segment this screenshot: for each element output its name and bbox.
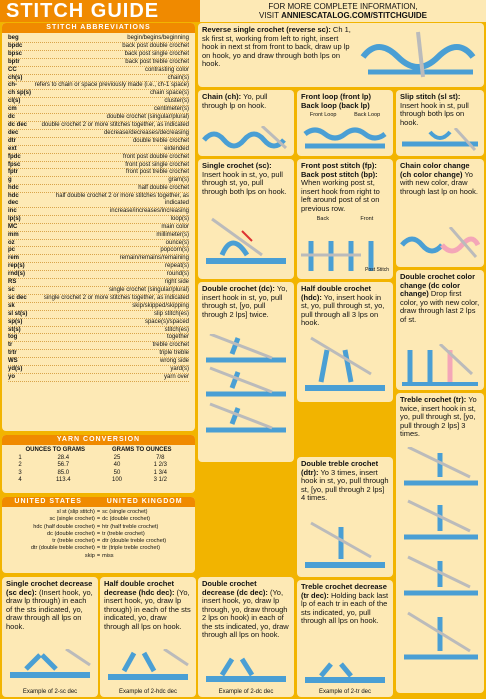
- treble-crochet-cell: [396, 393, 484, 693]
- abbreviation-key: inc: [8, 207, 17, 214]
- treble-crochet-title: Treble crochet (tr):: [400, 395, 467, 404]
- abbreviation-row: [8, 59, 189, 67]
- abbreviation-row: [8, 82, 189, 90]
- abbreviation-key: oz: [8, 239, 15, 246]
- treble-crochet-text: Yo twice, insert hook in st, yo, pull through st, [yo, pull through 2 lps] 3 times.: [400, 395, 477, 438]
- chain-color-change-illustration: [400, 227, 480, 263]
- abbreviation-key: rem: [8, 255, 20, 262]
- abbreviation-key: pc: [8, 247, 16, 254]
- abbreviation-row: [8, 90, 189, 98]
- yarn-cell: 28.4: [57, 454, 70, 461]
- abbreviation-key: rnd(s): [8, 271, 25, 278]
- us-uk-row: [8, 531, 189, 538]
- us-term: sl st (slip stitch): [56, 509, 95, 515]
- abbreviation-key: MC: [8, 223, 18, 230]
- abbreviation-key: sk: [8, 302, 15, 309]
- abbreviation-key: RS: [8, 279, 17, 286]
- dc-color-change-title: Double crochet color change (dc color change): [400, 272, 476, 298]
- abbreviation-row: [8, 271, 189, 279]
- uk-term: tr (treble crochet): [102, 530, 145, 537]
- front-post-text: When working post st, insert hook from right to left around post of st on previous row.: [301, 178, 380, 213]
- abbreviation-meaning: double treble crochet: [132, 137, 189, 144]
- abbreviation-key: sp(s): [8, 318, 23, 325]
- sc-decrease-caption: Example of 2-sc dec: [22, 689, 78, 695]
- sc-decrease-cell: [2, 577, 98, 697]
- double-crochet-text: Yo, insert hook in st, yo, pull through st, [yo, pull through 2 lps] twice.: [202, 284, 288, 319]
- equals-sign: =: [96, 545, 101, 552]
- abbreviation-key: CC: [8, 66, 17, 73]
- hdc-decrease-cell: [100, 577, 196, 697]
- double-crochet-illustration: [202, 334, 290, 458]
- yarn-cell: 56.7: [57, 462, 70, 469]
- yarn-conversion-table: [12, 447, 185, 485]
- front-back-loop-title: Front loop (front lp) Back loop (back lp): [301, 92, 371, 110]
- uk-term: htr (half treble crochet): [102, 523, 159, 530]
- more-info: [200, 0, 486, 22]
- yarn-cell: 7/8: [156, 454, 165, 461]
- abbreviation-meaning: main color: [161, 223, 189, 230]
- dc-decrease-illustration: [202, 657, 290, 683]
- tr-decrease-caption: Example of 2-tr dec: [318, 689, 372, 695]
- abbreviation-meaning: slip stitch(es): [153, 310, 189, 317]
- us-uk-row: [8, 509, 189, 516]
- dc-color-change-cell: [396, 270, 484, 390]
- abbreviation-meaning: refers to chain or space previously made (i.e., ch-1 space): [34, 82, 189, 89]
- abbreviation-row: [8, 334, 189, 342]
- us-term: sc (single crochet): [49, 516, 95, 523]
- single-crochet-cell: [198, 159, 294, 279]
- abbreviation-key: WS: [8, 358, 18, 365]
- yarn-cell: 4: [18, 477, 22, 484]
- equals-sign: =: [96, 552, 101, 559]
- us-term: dc (double crochet): [46, 530, 95, 537]
- abbreviation-key: fptr: [8, 169, 18, 176]
- tr-decrease-title: Treble crochet decrease (tr dec):: [301, 582, 387, 600]
- abbreviation-row: [8, 303, 189, 311]
- abbreviation-meaning: chain space(s): [149, 90, 189, 97]
- abbreviation-key: bptr: [8, 58, 20, 65]
- abbreviations-list: [2, 33, 195, 384]
- abbreviation-row: [8, 263, 189, 271]
- single-crochet-title: Single crochet (sc):: [202, 161, 272, 170]
- us-term: dtr (double treble crochet): [30, 545, 95, 552]
- abbreviation-meaning: back post double crochet: [122, 42, 189, 49]
- yarn-cell: 25: [113, 454, 121, 461]
- abbreviation-key: yo: [8, 373, 16, 380]
- abbreviation-row: [8, 232, 189, 240]
- abbreviation-key: ch sp(s): [8, 90, 32, 97]
- yarn-cell: 85.0: [57, 469, 70, 476]
- front-label: Front: [360, 216, 374, 222]
- abbreviation-row: [8, 185, 189, 193]
- abbreviation-row: [8, 224, 189, 232]
- abbreviation-row: [8, 311, 189, 319]
- abbreviation-row: [8, 138, 189, 146]
- hdc-decrease-illustration: [104, 649, 192, 683]
- abbreviation-key: hdc dec: [8, 193, 19, 207]
- slip-stitch-cell: [396, 90, 484, 156]
- abbreviation-key: cl(s): [8, 98, 21, 105]
- single-crochet-illustration: [202, 211, 290, 275]
- abbreviation-row: [8, 169, 189, 177]
- abbreviation-meaning: repeat(s): [164, 263, 189, 270]
- abbreviation-row: [8, 177, 189, 185]
- abbreviation-meaning: triple treble: [159, 350, 189, 357]
- reverse-sc-cell: [198, 23, 484, 87]
- abbreviation-row: [8, 350, 189, 358]
- dc-color-change-illustration: [400, 344, 480, 386]
- yarn-cell: 113.4: [56, 477, 71, 484]
- abbreviation-meaning: stitch(es): [164, 326, 189, 333]
- sc-decrease-text: (Insert hook, yo, draw lp through) in each of the sts indicated, yo, draw through all lps on hook.: [6, 587, 93, 631]
- us-uk-row: [8, 538, 189, 545]
- dc-color-change-text: Drop first color, yo with new color, draw through last 2 lps of st.: [400, 289, 480, 324]
- us-term: skip: [84, 552, 95, 559]
- double-treble-title: Double treble crochet (dtr):: [301, 459, 379, 477]
- abbreviation-row: [8, 122, 189, 130]
- abbreviation-meaning: millimeter(s): [156, 231, 189, 238]
- yarn-row: [12, 462, 185, 470]
- double-crochet-title: Double crochet (dc):: [202, 284, 275, 293]
- us-term: tr (treble crochet): [52, 538, 95, 545]
- abbreviation-meaning: half double crochet: [138, 185, 189, 192]
- sc-decrease-title: Single crochet decrease (sc dec):: [6, 579, 93, 597]
- front-post-title: Front post stitch (fp): Back post stitch (bp):: [301, 161, 378, 179]
- abbreviation-meaning: single crochet (singular/plural): [108, 287, 189, 293]
- abbreviation-meaning: double crochet 2 or more stitches together, as indicated: [41, 121, 189, 128]
- abbreviation-key: ch(s): [8, 74, 23, 81]
- abbreviation-meaning: increase/increases/increasing: [109, 207, 189, 214]
- abbreviation-row: [8, 255, 189, 263]
- yarn-conversion-heading: YARN CONVERSION: [2, 435, 195, 445]
- reverse-sc-title: Reverse single crochet (reverse sc):: [202, 25, 331, 34]
- abbreviation-row: [8, 43, 189, 51]
- abbreviation-key: lp(s): [8, 215, 21, 222]
- abbreviation-row: [8, 374, 189, 382]
- yarn-cell: 3 1/2: [153, 477, 167, 484]
- abbreviation-key: st(s): [8, 326, 21, 333]
- yarn-cell: 40: [113, 462, 121, 469]
- half-double-crochet-title: Half double crochet (hdc):: [301, 284, 372, 302]
- abbreviation-meaning: front post single crochet: [125, 161, 189, 168]
- dc-decrease-cell: [198, 577, 294, 697]
- abbreviation-key: cm: [8, 106, 17, 113]
- us-uk-row: [8, 553, 189, 560]
- us-uk-heading: [2, 497, 195, 507]
- double-crochet-cell: [198, 282, 294, 462]
- abbreviation-row: [8, 162, 189, 170]
- abbreviation-key: sl st(s): [8, 310, 28, 317]
- abbreviation-meaning: front post double crochet: [122, 153, 189, 160]
- abbreviation-row: [8, 287, 189, 295]
- abbreviation-key: tog: [8, 334, 18, 341]
- yarn-cell: 3: [18, 469, 22, 476]
- abbreviation-row: [8, 319, 189, 327]
- more-info-line1: FOR MORE COMPLETE INFORMATION,: [268, 2, 418, 11]
- abbreviation-meaning: remain/remains/remaining: [119, 255, 189, 262]
- abbreviation-meaning: centimeter(s): [153, 106, 189, 113]
- yarn-cell: 50: [113, 469, 121, 476]
- sc-decrease-illustration: [6, 649, 94, 683]
- abbreviation-key: rep(s): [8, 263, 25, 270]
- abbreviation-row: [8, 358, 189, 366]
- uk-term: dc (double crochet): [102, 516, 150, 523]
- uk-heading: UNITED KINGDOM: [106, 498, 183, 505]
- abbreviation-row: [8, 154, 189, 162]
- abbreviation-key: beg: [8, 35, 19, 41]
- abbreviation-meaning: decrease/decreases/decreasing: [103, 129, 189, 136]
- uk-term: ttr (triple treble crochet): [102, 545, 160, 552]
- yarn-cell: 1 2/3: [153, 462, 167, 469]
- abbreviation-key: dc: [8, 114, 16, 121]
- abbreviation-row: [8, 366, 189, 374]
- page-title: STITCH GUIDE: [0, 0, 200, 22]
- double-treble-cell: [297, 457, 393, 577]
- abbreviation-row: [8, 114, 189, 122]
- slip-stitch-illustration: [400, 128, 480, 154]
- abbreviation-key: tr: [8, 342, 13, 349]
- back-loop-label: Back Loop: [354, 112, 381, 118]
- abbreviation-meaning: yarn over: [163, 373, 189, 380]
- abbreviation-key: dtr: [8, 137, 16, 144]
- abbreviation-row: [8, 51, 189, 59]
- abbreviation-meaning: ounce(s): [165, 239, 189, 246]
- yarn-cell: 2: [18, 462, 22, 469]
- abbreviation-meaning: treble crochet: [152, 342, 189, 349]
- abbreviation-row: [8, 216, 189, 224]
- abbreviation-key: ch-: [8, 82, 17, 89]
- abbreviation-meaning: yard(s): [170, 366, 189, 373]
- chain-color-change-cell: [396, 159, 484, 267]
- post-stitch-label: Post Stitch: [365, 267, 389, 273]
- abbreviation-key: trtr: [8, 350, 17, 357]
- abbreviation-row: [8, 193, 189, 208]
- abbreviation-key: fpsc: [8, 161, 21, 168]
- double-treble-text: Yo 3 times, insert hook in st, yo, pull through st, [yo, pull through 2 lps] 4 times.: [301, 467, 389, 502]
- abbreviation-row: [8, 130, 189, 138]
- yarn-row: [12, 455, 185, 463]
- chain-text: Yo, pull through lp on hook.: [202, 92, 268, 110]
- equals-sign: =: [96, 530, 101, 537]
- yarn-cell: 1: [18, 454, 22, 461]
- half-double-crochet-illustration: [301, 334, 389, 398]
- us-uk-panel: [2, 497, 195, 573]
- us-uk-row: [8, 516, 189, 523]
- abbreviations-heading: STITCH ABBREVIATIONS: [2, 23, 195, 33]
- half-double-crochet-cell: [297, 282, 393, 402]
- abbreviation-meaning: right side: [164, 279, 189, 286]
- us-term: hdc (half double crochet): [33, 523, 95, 530]
- equals-sign: =: [96, 523, 101, 530]
- col-grams-ounces: GRAMS TO OUNCES: [111, 447, 172, 453]
- tr-decrease-cell: [297, 580, 393, 697]
- abbreviation-meaning: chain(s): [167, 74, 189, 81]
- abbreviation-row: [8, 327, 189, 335]
- single-crochet-text: Insert hook in st, yo, pull through st, yo, pull through both lps on hook.: [202, 169, 287, 196]
- equals-sign: =: [96, 509, 101, 515]
- uk-term: sc (single crochet): [102, 509, 148, 515]
- abbreviation-row: [8, 35, 189, 43]
- tr-decrease-illustration: [301, 662, 389, 684]
- abbreviation-key: mm: [8, 231, 19, 238]
- us-uk-row: [8, 524, 189, 531]
- col-ounces-grams: OUNCES TO GRAMS: [25, 447, 86, 453]
- half-double-crochet-text: Yo, insert hook in st, yo, pull through st, yo, pull through all 3 lps on hook.: [301, 292, 385, 327]
- abbreviation-meaning: round(s): [166, 271, 189, 278]
- abbreviation-meaning: single crochet 2 or more stitches together, as indicated: [43, 294, 189, 301]
- abbreviation-key: sc dec: [8, 294, 27, 301]
- chain-color-change-title: Chain color change (ch color change): [400, 161, 470, 179]
- abbreviation-meaning: loop(s): [170, 215, 189, 222]
- chain-color-change-text: Yo with new color, draw through last lp on hook.: [400, 169, 478, 196]
- yarn-row: [12, 477, 185, 485]
- abbreviation-row: [8, 106, 189, 114]
- chain-title: Chain (ch):: [202, 92, 242, 101]
- front-back-loop-illustration: [303, 126, 389, 152]
- abbreviation-key: dec: [8, 129, 19, 136]
- front-back-loop-cell: [297, 90, 393, 156]
- abbreviation-meaning: skip/skipped/skipping: [132, 302, 189, 309]
- abbreviation-meaning: together: [166, 334, 189, 341]
- front-post-cell: [297, 159, 393, 279]
- abbreviation-row: [8, 342, 189, 350]
- back-label: Back: [316, 216, 329, 222]
- dc-decrease-title: Double crochet decrease (dc dec):: [202, 579, 268, 597]
- slip-stitch-text: Insert hook in st, pull through both lps on hook.: [400, 100, 469, 127]
- abbreviation-row: [8, 295, 189, 303]
- yarn-row: [12, 470, 185, 478]
- reverse-sc-text: Ch 1, sk first st, working from left to right, insert hook in next st from front to back, draw up lp on hook, yo and draw through both lps on hook.: [202, 25, 351, 68]
- chain-cell: [198, 90, 294, 156]
- abbreviation-row: [8, 98, 189, 106]
- abbreviation-meaning: half double crochet 2 or more stitches together, as indicated: [55, 193, 189, 207]
- abbreviation-key: bpdc: [8, 42, 23, 49]
- abbreviations-panel: [2, 23, 195, 431]
- treble-crochet-illustration: [400, 447, 480, 687]
- double-treble-illustration: [301, 521, 389, 573]
- abbreviation-meaning: cluster(s): [164, 98, 189, 105]
- abbreviation-key: fpdc: [8, 153, 21, 160]
- chain-illustration: [202, 126, 290, 152]
- us-heading: UNITED STATES: [14, 498, 82, 505]
- abbreviation-row: [8, 75, 189, 83]
- abbreviation-key: dc dec: [8, 121, 28, 128]
- abbreviation-key: ext: [8, 145, 17, 152]
- equals-sign: =: [96, 538, 101, 545]
- uk-term: dtr (double treble crochet): [102, 538, 167, 545]
- abbreviation-key: bpsc: [8, 50, 23, 57]
- abbreviation-meaning: back post single crochet: [124, 50, 189, 57]
- abbreviation-meaning: back post treble crochet: [125, 58, 189, 65]
- front-loop-label: Front Loop: [309, 112, 337, 118]
- abbreviation-key: yd(s): [8, 366, 23, 373]
- abbreviation-key: hdc: [8, 185, 19, 192]
- abbreviation-meaning: extended: [164, 145, 189, 152]
- us-uk-row: [8, 545, 189, 552]
- tr-decrease-text: Holding back last lp of each tr in each of the sts indicated, yo, pull through all lps on hook.: [301, 590, 389, 625]
- abbreviation-meaning: contrasting color: [144, 66, 189, 73]
- abbreviation-meaning: space(s)/spaced: [144, 318, 189, 325]
- abbreviation-row: [8, 67, 189, 75]
- reverse-sc-illustration: [358, 27, 480, 83]
- abbreviation-meaning: gram(s): [168, 177, 189, 184]
- yarn-cell: 100: [112, 477, 123, 484]
- abbreviation-row: [8, 208, 189, 216]
- abbreviation-row: [8, 240, 189, 248]
- slip-stitch-title: Slip stitch (sl st):: [400, 92, 461, 101]
- abbreviation-meaning: popcorn(s): [160, 247, 189, 254]
- equals-sign: =: [96, 516, 101, 523]
- dc-decrease-text: (Yo, insert hook, yo, draw lp through, yo, draw through 2 lps on hook) in each of the sts indicated, yo, draw through all lps on hook.: [202, 587, 289, 639]
- hdc-decrease-title: Half double crochet decrease (hdc dec):: [104, 579, 175, 597]
- abbreviation-meaning: double crochet (singular/plural): [106, 114, 189, 121]
- abbreviation-row: [8, 146, 189, 154]
- dc-decrease-caption: Example of 2-dc dec: [218, 689, 274, 695]
- header: [0, 0, 486, 22]
- abbreviation-meaning: begin/begins/beginning: [127, 35, 189, 41]
- abbreviation-row: [8, 247, 189, 255]
- yarn-cell: 1 3/4: [153, 469, 167, 476]
- catalog-link[interactable]: ANNIESCATALOG.COM/STITCHGUIDE: [281, 11, 427, 20]
- yarn-conversion-panel: [2, 435, 195, 493]
- hdc-decrease-text: (Yo, insert hook, yo, draw lp through) in each of the sts indicated, yo, draw through all lps on hook.: [104, 587, 191, 631]
- abbreviation-meaning: front post treble crochet: [125, 169, 189, 176]
- abbreviation-meaning: wrong side: [159, 358, 189, 365]
- more-info-prefix: VISIT: [258, 11, 282, 20]
- abbreviation-key: sc: [8, 287, 15, 293]
- hdc-decrease-caption: Example of 2-hdc dec: [118, 689, 178, 695]
- abbreviation-key: g: [8, 177, 12, 184]
- abbreviation-row: [8, 279, 189, 287]
- uk-term: miss: [102, 552, 114, 559]
